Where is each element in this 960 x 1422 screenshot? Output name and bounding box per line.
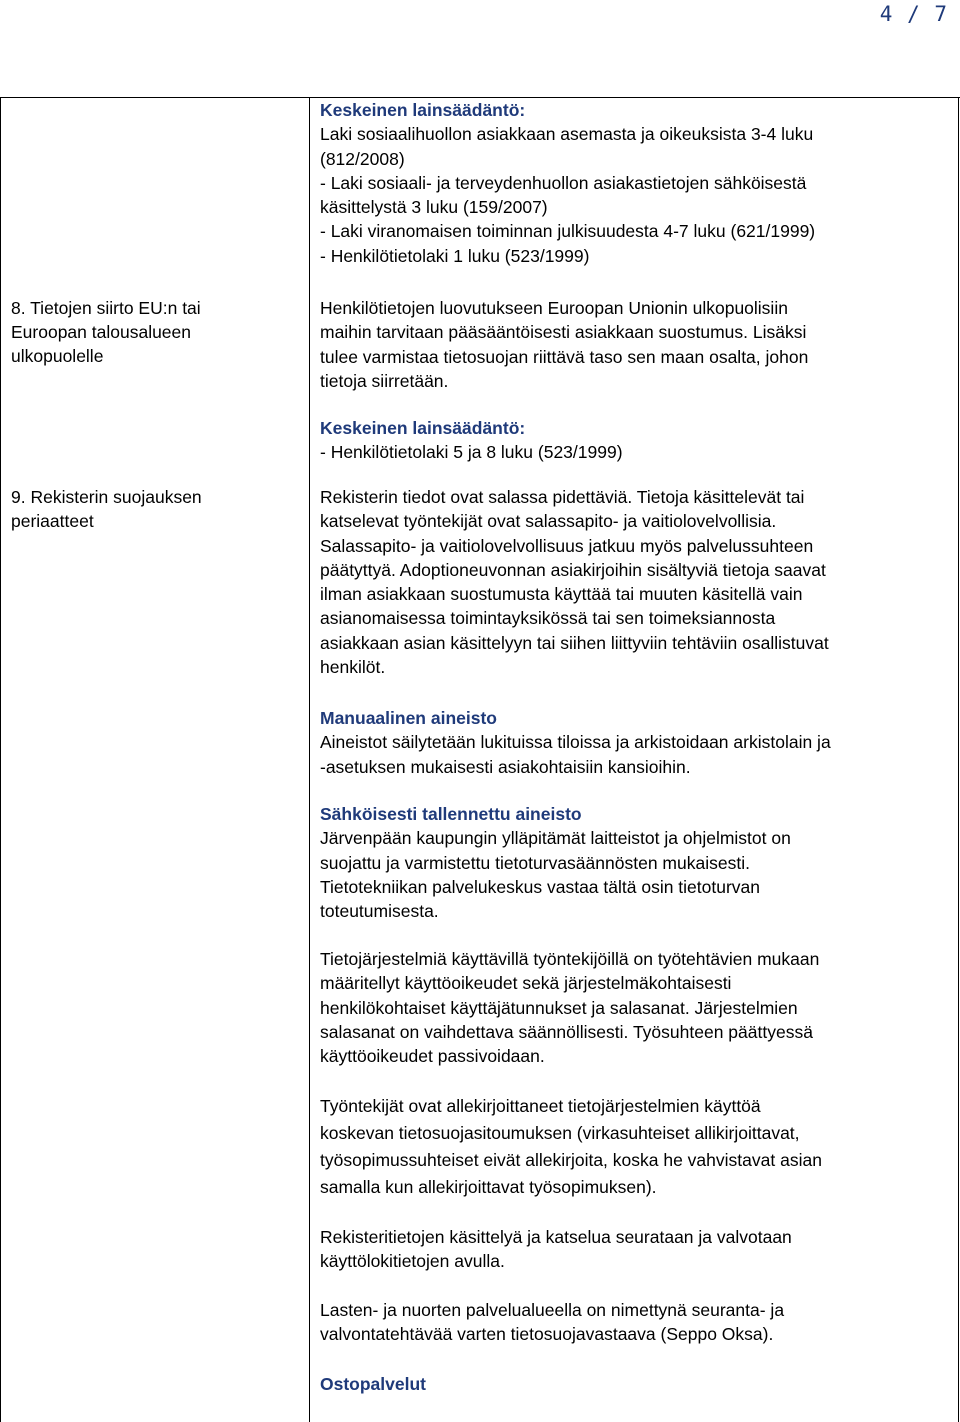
column-divider bbox=[309, 97, 310, 1422]
electronic-material: Sähköisesti tallennettu aineisto Järvenpään kaupungin ylläpitämät laitteistot ja ohjelmistot on suojattu ja varmistettu tietoturvasäännösten mukaisesti. Tietotekniikan palvelukeskus vastaa tältä osin tietoturvan toteutumisesta. bbox=[320, 802, 950, 923]
manual-material-heading: Manuaalinen aineisto bbox=[320, 708, 497, 728]
section-7-legislation: Keskeinen lainsäädäntö: Laki sosiaalihuollon asiakkaan asemasta ja oikeuksista 3-4 luku (812/2008) - Laki sosiaali- ja terveydenhuollon asiakastietojen sähköisestä käsittelystä 3 luku (159/2007) - Laki viranomaisen toiminnan julkisuudesta 4-7 luku (621/1999) - Henkilötietolaki 1 luku (523/1999) bbox=[320, 98, 950, 268]
electronic-material-heading: Sähköisesti tallennettu aineisto bbox=[320, 804, 582, 824]
outsourcing bbox=[320, 1372, 950, 1396]
log-monitoring: Rekisteritietojen käsittelyä ja katselua seurataan ja valvotaan käyttölokitietojen avulla. bbox=[320, 1227, 792, 1272]
legislation-heading: Keskeinen lainsäädäntö: bbox=[320, 418, 526, 438]
section-9-title: 9. Rekisterin suojauksen periaatteet bbox=[11, 487, 202, 531]
privacy-officer: Lasten- ja nuorten palvelualueella on nimettynä seuranta- ja valvontatehtävää varten tietosuojavastaava (Seppo Oksa). bbox=[320, 1300, 785, 1345]
section-8-legislation: Keskeinen lainsäädäntö: - Henkilötietolaki 5 ja 8 luku (523/1999) bbox=[320, 416, 950, 465]
section-9-intro: Rekisterin tiedot ovat salassa pidettäviä. Tietoja käsittelevät tai katselevat työntekijät ovat salassapito- ja vaitiolovelvollisia. Salassapito- ja vaitiolovelvollisuus jatkuu myös palvelussuhteen päätyttyä. Adoptioneuvonnan asiakirjoihin sisältyviä tietoja saavat ilman asiakkaan suostumusta käyttää tai muuten käsitellä vain asianomaisessa toimintayksikössä tai sen toimeksiannosta asiakkaan asian käsittelyyn tai siihen liittyviin tehtäviin osallistuvat henkilöt. bbox=[320, 487, 829, 678]
legislation-heading: Keskeinen lainsäädäntö: bbox=[320, 100, 526, 120]
outsourcing-heading: Ostopalvelut bbox=[320, 1374, 426, 1394]
manual-material: Manuaalinen aineisto Aineistot säilytetään lukituissa tiloissa ja arkistoidaan arkistolain ja -asetuksen mukaisesti asiakohtaisiin kansioihin. bbox=[320, 706, 950, 779]
privacy-commitment: Työntekijät ovat allekirjoittaneet tietojärjestelmien käyttöä koskevan tietosuojasitoumuksen (virkasuhteiset allikirjoittavat, työsopimussuhteiset eivät allekirjoita, koska he vahvistavat asian samalla kun allekirjoittavat työsopimuksen). bbox=[320, 1096, 822, 1197]
page-number: 4 / 7 bbox=[879, 2, 948, 26]
section-8-title: 8. Tietojen siirto EU:n tai Euroopan talousalueen ulkopuolelle bbox=[11, 298, 201, 366]
section-8-body: Henkilötietojen luovutukseen Euroopan Unionin ulkopuolisiin maihin tarvitaan pääsääntöisesti asiakkaan suostumus. Lisäksi tulee varmistaa tietosuojan riittävä taso sen maan osalta, johon tietoja siirretään. bbox=[320, 298, 809, 391]
table-right-border bbox=[958, 97, 959, 1422]
access-rights: Tietojärjestelmiä käyttävillä työntekijöillä on työtehtävien mukaan määritellyt käyttöoikeudet sekä järjestelmäkohtaisesti henkilökohtaiset käyttäjätunnukset ja salasanat. Järjestelmien salasanat on vaihdettava säännöllisesti. Työsuhteen päättyessä käyttöoikeudet passivoidaan. bbox=[320, 949, 820, 1067]
